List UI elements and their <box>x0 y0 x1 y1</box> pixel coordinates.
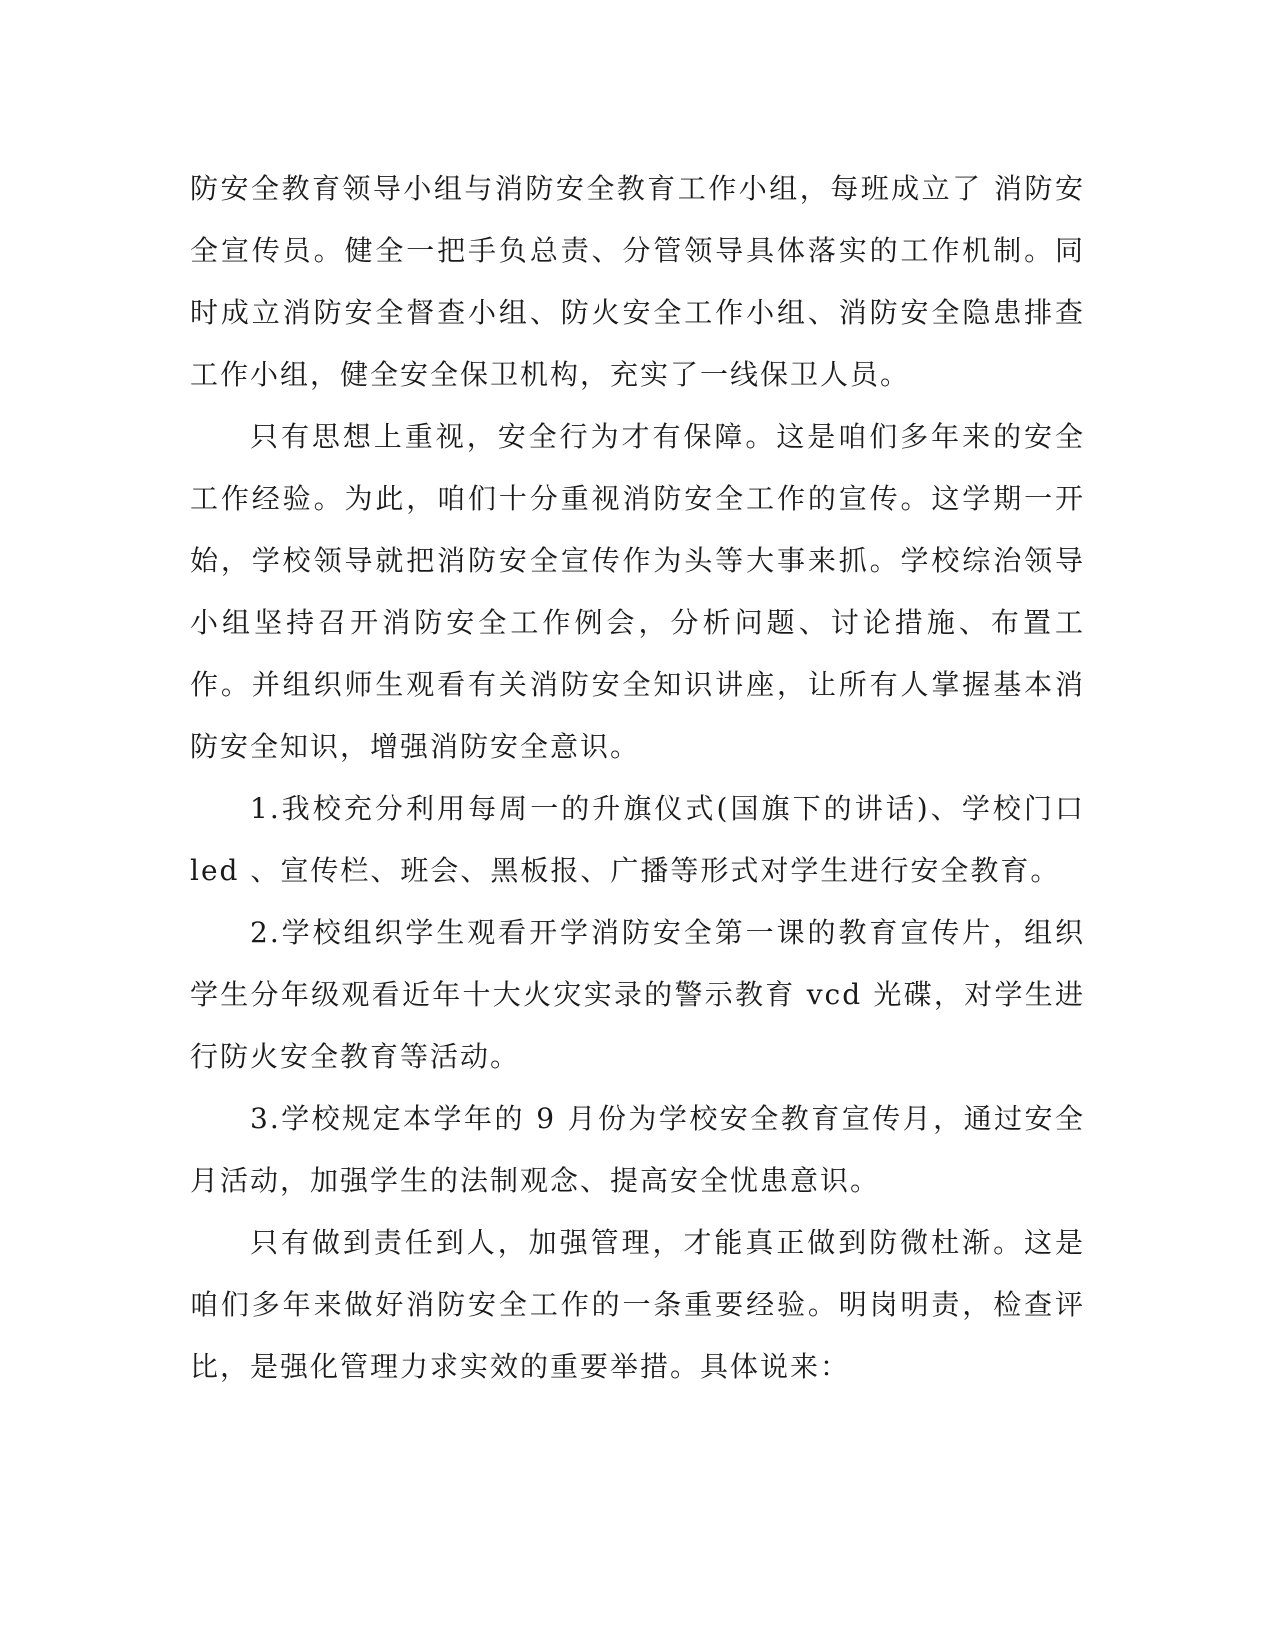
paragraph-4: 2.学校组织学生观看开学消防安全第一课的教育宣传片，组织学生分年级观看近年十大火灾实录的警示教育 vcd 光碟，对学生进行防火安全教育等活动。 <box>190 916 1085 1073</box>
paragraph-6: 只有做到责任到人，加强管理，才能真正做到防微杜渐。这是咱们多年来做好消防安全工作的一条重要经验。明岗明责，检查评比，是强化管理力求实效的重要举措。具体说来： <box>190 1226 1085 1383</box>
paragraph-1: 防安全教育领导小组与消防安全教育工作小组，每班成立了 消防安全宣传员。健全一把手负总责、分管领导具体落实的工作机制。同时成立消防安全督查小组、防火安全工作小组、消防安全隐患排查工作小组，健全安全保卫机构，充实了一线保卫人员。 <box>190 172 1085 391</box>
paragraph-5: 3.学校规定本学年的 9 月份为学校安全教育宣传月，通过安全月活动，加强学生的法制观念、提高安全忧患意识。 <box>190 1102 1085 1197</box>
document-body <box>190 158 1085 1398</box>
paragraph-2: 只有思想上重视，安全行为才有保障。这是咱们多年来的安全工作经验。为此，咱们十分重视消防安全工作的宣传。这学期一开始，学校领导就把消防安全宣传作为头等大事来抓。学校综治领导小组坚持召开消防安全工作例会，分析问题、讨论措施、布置工作。并组织师生观看有关消防安全知识讲座，让所有人掌握基本消防安全知识，增强消防安全意识。 <box>190 420 1085 763</box>
paragraph-3: 1.我校充分利用每周一的升旗仪式(国旗下的讲话)、学校门口 led 、宣传栏、班会、黑板报、广播等形式对学生进行安全教育。 <box>190 792 1085 887</box>
